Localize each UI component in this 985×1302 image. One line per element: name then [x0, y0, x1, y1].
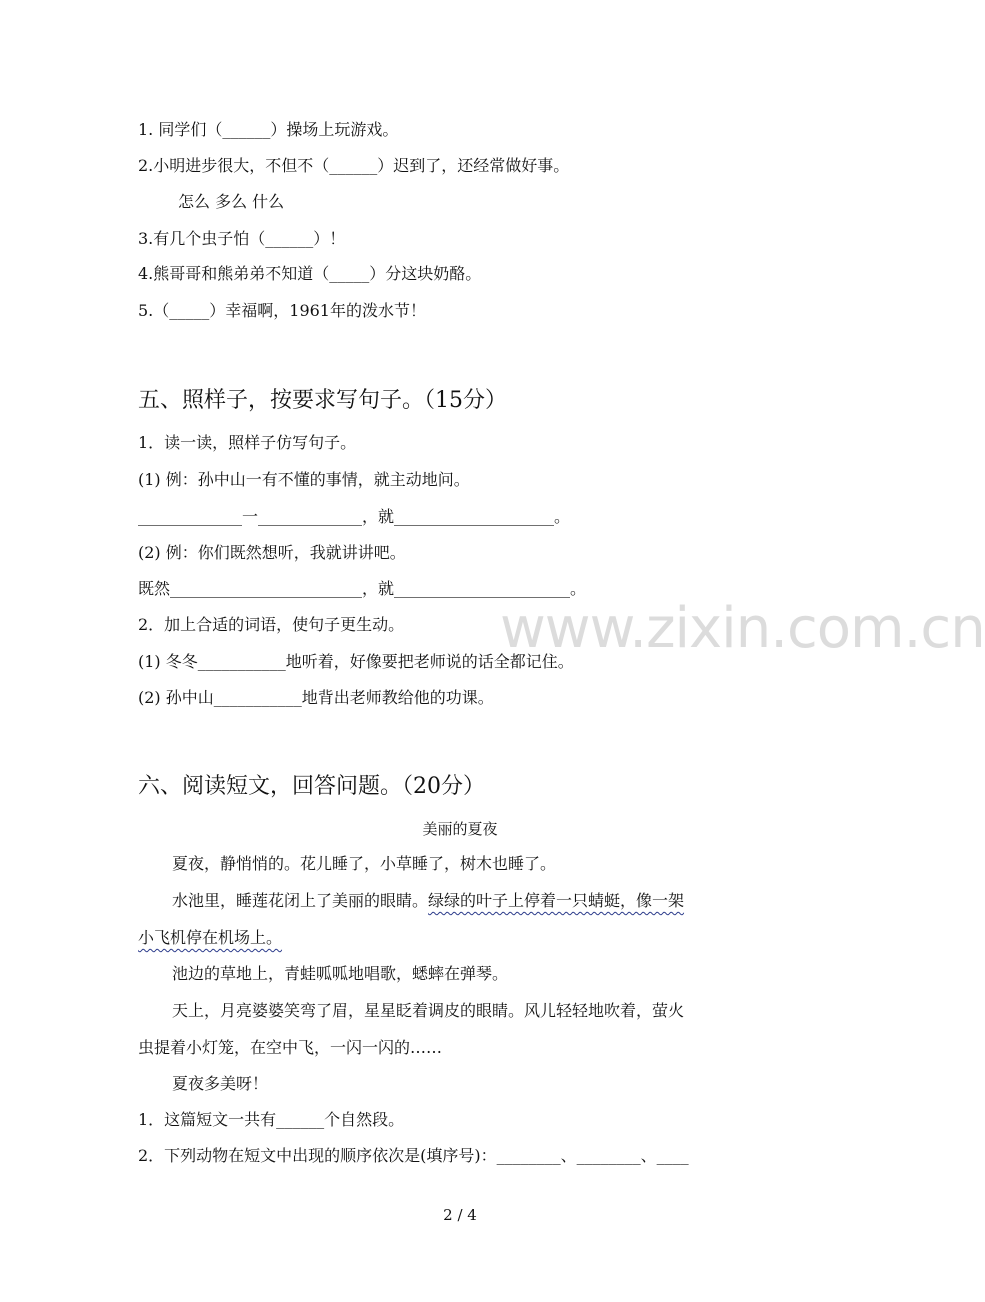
example-1: (1) 例：孙中山一有不懂的事情，就主动地问。 — [138, 470, 470, 489]
paragraph-2-line-1 — [172, 890, 684, 912]
sentence-1: (1) 冬冬___________地听着，好像要把老师说的话全都记住。 — [138, 652, 574, 671]
section-5-heading: 五、照样子，按要求写句子。（15分） — [138, 388, 507, 413]
paragraph-2-line-2 — [138, 927, 282, 949]
page-number: 2 / 4 — [443, 1206, 477, 1224]
answer-blank-2: 既然________________________，就______________________。 — [138, 579, 587, 598]
paragraph-4-line-2: 虫提着小灯笼，在空中飞，一闪一闪的…… — [138, 1038, 443, 1057]
fill-in-question-2: 2.小明进步很大，不但不（______）迟到了，还经常做好事。 — [138, 156, 570, 175]
watermark: www.zixin.com.cn — [500, 596, 985, 661]
paragraph-1: 夏夜，静悄悄的。花儿睡了，小草睡了，树木也睡了。 — [172, 854, 557, 873]
example-2: (2) 例：你们既然想听，我就讲讲吧。 — [138, 543, 406, 562]
word-options: 怎么 多么 什么 — [178, 192, 285, 211]
paragraph-4-line-1: 天上，月亮婆婆笑弯了眉，星星眨着调皮的眼睛。风儿轻轻地吹着，萤火 — [172, 1001, 685, 1020]
paragraph-2-underlined-a: 绿绿的叶子上停着一只蜻蜓，像一架 — [428, 891, 685, 910]
paragraph-3: 池边的草地上，青蛙呱呱地唱歌，蟋蟀在弹琴。 — [172, 964, 509, 983]
article-title: 美丽的夏夜 — [422, 820, 498, 838]
paragraph-5: 夏夜多美呀！ — [172, 1074, 269, 1093]
fill-in-question-1: 1. 同学们（______）操场上玩游戏。 — [138, 120, 399, 139]
fill-in-question-5: 5.（_____）幸福啊，1961年的泼水节！ — [138, 301, 426, 320]
section-6-question-2: 2．下列动物在短文中出现的顺序依次是(填序号)：________、________、____ — [138, 1146, 689, 1165]
section-6-question-1: 1．这篇短文一共有______个自然段。 — [138, 1110, 405, 1129]
fill-in-question-3: 3.有几个虫子怕（______）！ — [138, 229, 346, 248]
section-6-heading: 六、阅读短文，回答问题。（20分） — [138, 774, 485, 799]
section-5-question-2: 2．加上合适的词语，使句子更生动。 — [138, 615, 405, 634]
answer-blank-1: _____________一_____________，就____________________。 — [138, 507, 571, 526]
section-5-question-1: 1．读一读，照样子仿写句子。 — [138, 433, 357, 452]
paragraph-2-plain: 水池里，睡莲花闭上了美丽的眼睛。 — [172, 891, 429, 910]
sentence-2: (2) 孙中山___________地背出老师教给他的功课。 — [138, 688, 494, 707]
fill-in-question-4: 4.熊哥哥和熊弟弟不知道（_____）分这块奶酪。 — [138, 264, 482, 283]
paragraph-2-underlined-b: 小飞机停在机场上。 — [138, 928, 283, 947]
